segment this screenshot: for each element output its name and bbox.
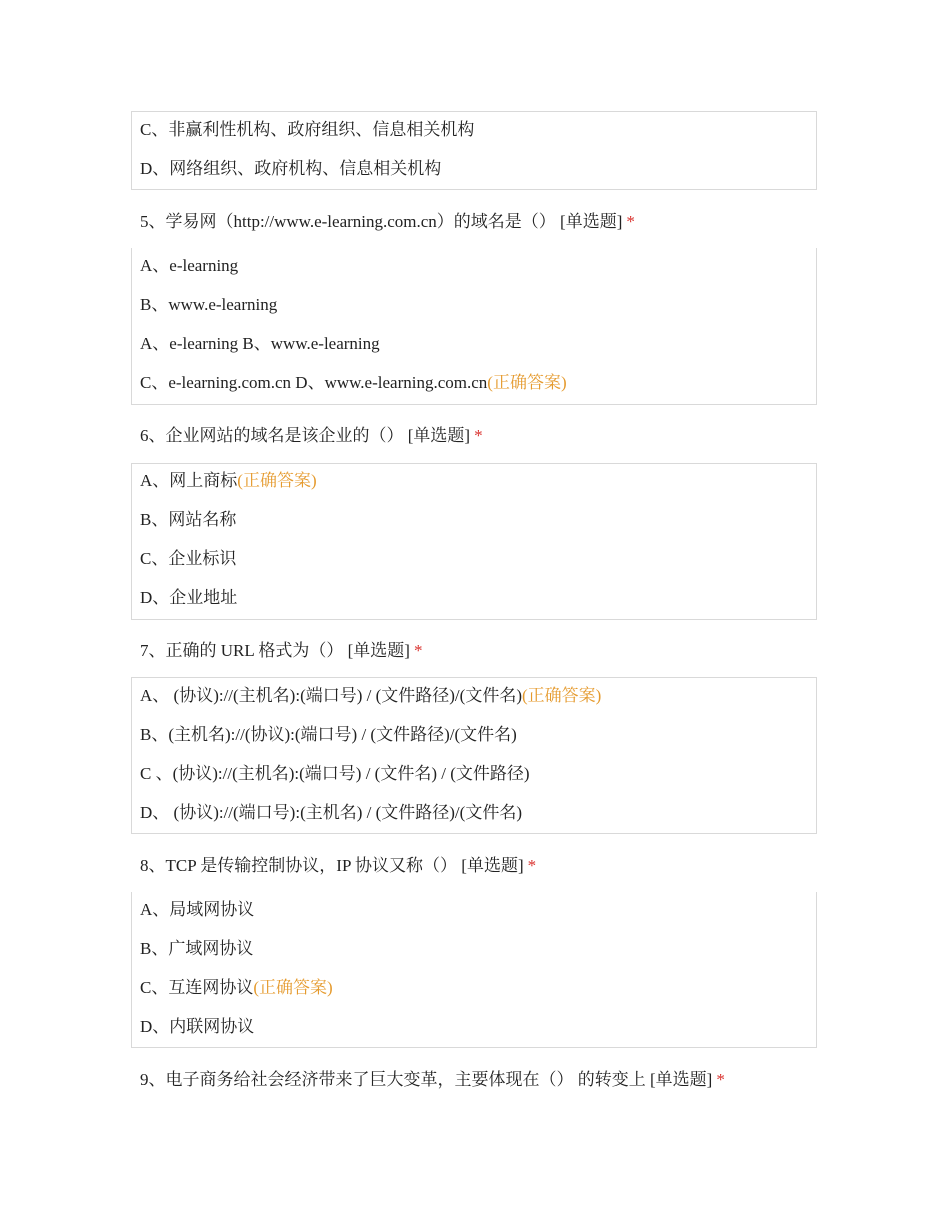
- option-c[interactable]: C、非赢利性机构、政府组织、信息相关机构: [140, 120, 475, 139]
- option-a[interactable]: A、局域网协议: [140, 900, 255, 919]
- q6-options-box: [131, 463, 817, 620]
- option-a[interactable]: A、e-learning: [140, 256, 239, 275]
- option-c[interactable]: C、企业标识: [140, 549, 237, 568]
- required-star: *: [527, 856, 537, 875]
- question-5-title: 5、学易网（http://www.e-learning.com.cn）的域名是（） [单选题] *: [140, 212, 635, 231]
- required-star: *: [474, 426, 483, 445]
- required-star: *: [716, 1070, 725, 1089]
- question-9-title: 9、电子商务给社会经济带来了巨大变革，主要体现在（） 的转变上 [单选题] *: [140, 1070, 725, 1089]
- q5-options-box: [131, 248, 817, 405]
- question-7-title: 7、正确的 URL 格式为（） [单选题] *: [140, 641, 423, 660]
- option-b[interactable]: B、网站名称: [140, 510, 237, 529]
- option-d[interactable]: D、 (协议)://(端口号):(主机名) / (文件路径)/(文件名): [140, 803, 522, 822]
- option-b[interactable]: B、(主机名)://(协议):(端口号) / (文件路径)/(文件名): [140, 725, 517, 744]
- q7-options-box: [131, 677, 817, 834]
- question-8-title: 8、TCP 是传输控制协议，IP 协议又称（） [单选题] *: [140, 856, 537, 875]
- option-ab[interactable]: A、e-learning B、www.e-learning: [140, 334, 380, 353]
- option-d[interactable]: D、内联网协议: [140, 1017, 255, 1036]
- correct-answer-mark: (正确答案): [253, 978, 333, 997]
- question-6-title: 6、企业网站的域名是该企业的（） [单选题] *: [140, 426, 483, 445]
- correct-answer-mark: (正确答案): [521, 686, 602, 705]
- option-d[interactable]: D、网络组织、政府机构、信息相关机构: [140, 159, 442, 178]
- option-d[interactable]: D、企业地址: [140, 588, 238, 607]
- required-star: *: [626, 212, 635, 231]
- option-c[interactable]: C、互连网协议(正确答案): [140, 978, 333, 997]
- option-a[interactable]: A、网上商标(正确答案): [140, 471, 317, 490]
- q8-options-box: [131, 892, 817, 1048]
- option-a[interactable]: A、 (协议)://(主机名):(端口号) / (文件路径)/(文件名)(正确答案): [140, 686, 602, 705]
- option-b[interactable]: B、www.e-learning: [140, 295, 278, 314]
- correct-answer-mark: (正确答案): [237, 471, 317, 490]
- required-star: *: [413, 641, 423, 660]
- q4-options-box: [131, 111, 817, 190]
- option-b[interactable]: B、广域网协议: [140, 939, 254, 958]
- option-c[interactable]: C 、(协议)://(主机名):(端口号) / (文件名) / (文件路径): [140, 764, 530, 783]
- option-cd[interactable]: C、e-learning.com.cn D、www.e-learning.com.cn(正确答案): [140, 373, 567, 392]
- correct-answer-mark: (正确答案): [487, 373, 567, 392]
